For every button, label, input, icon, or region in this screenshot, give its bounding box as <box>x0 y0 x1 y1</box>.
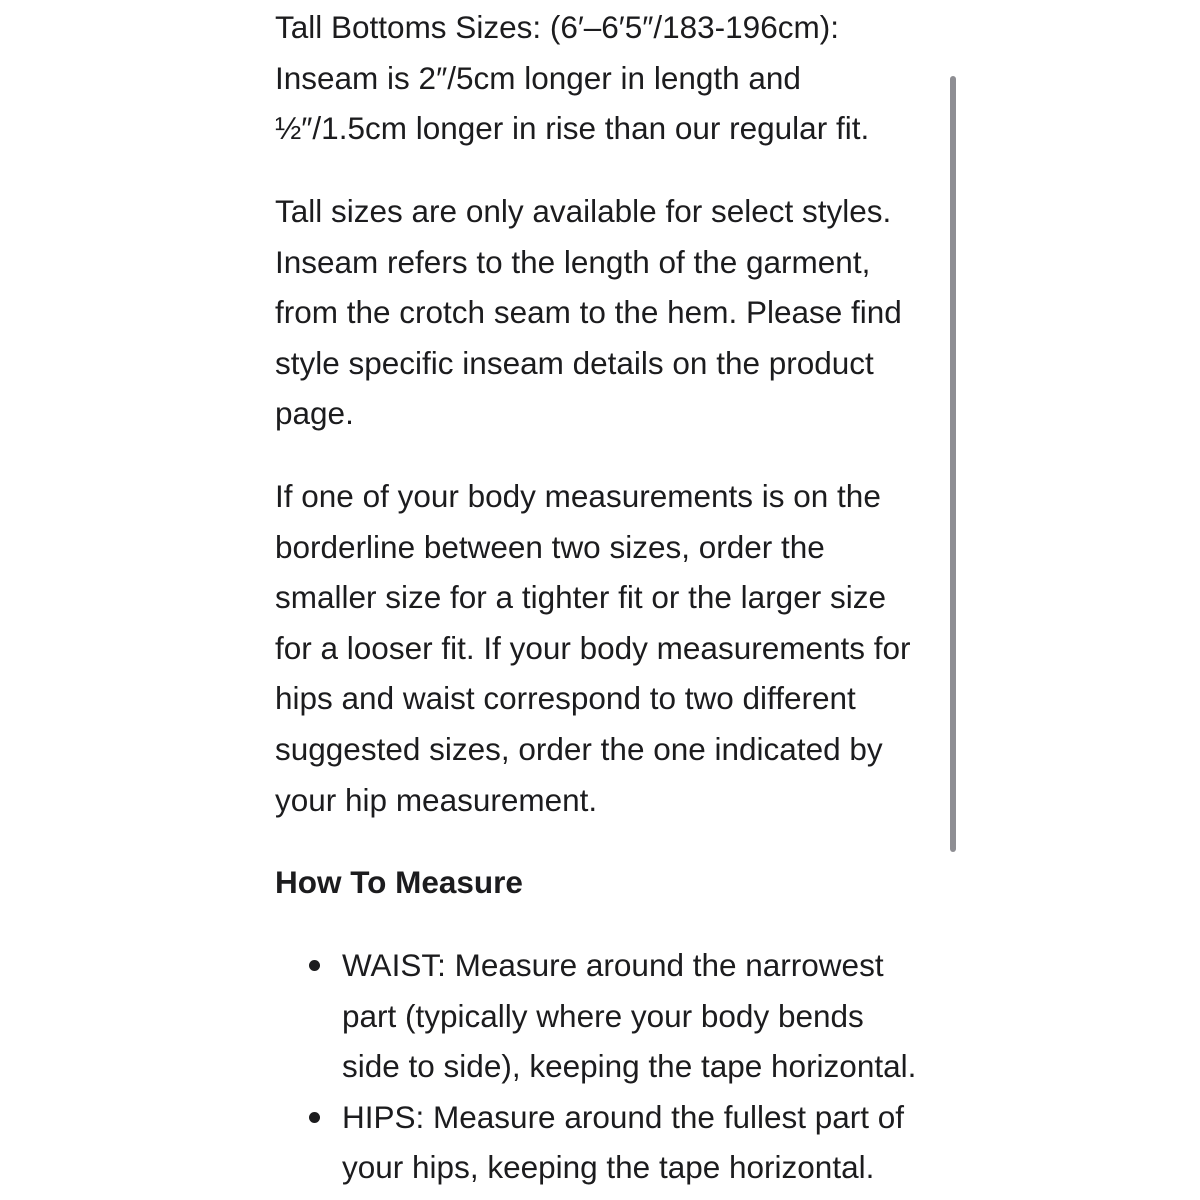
list-item-waist <box>275 940 916 1092</box>
vertical-scrollbar[interactable] <box>950 76 956 852</box>
text-line: suggested sizes, order the one indicated by <box>275 730 883 767</box>
text-line: side to side), keeping the tape horizontal. <box>342 1048 917 1085</box>
text-line: HIPS: Measure around the fullest part of <box>342 1098 905 1135</box>
text-line: Inseam refers to the length of the garment, <box>275 243 871 280</box>
text-line: Tall Bottoms Sizes: (6′–6′5″/183-196cm): <box>275 9 839 45</box>
text-line: borderline between two sizes, order the <box>275 528 825 565</box>
text-line: your hips, keeping the tape horizontal. <box>342 1149 875 1186</box>
text-line: page. <box>275 395 354 432</box>
text-line: hips and waist correspond to two different <box>275 680 856 717</box>
how-to-measure-heading: How To Measure <box>275 864 523 900</box>
text-line: Inseam is 2″/5cm longer in length and <box>275 59 801 96</box>
text-line: Tall sizes are only available for select styles. <box>275 193 892 229</box>
text-line: from the crotch seam to the hem. Please find <box>275 294 902 331</box>
text-line: If one of your body measurements is on the <box>275 478 881 514</box>
borderline-sizes-paragraph <box>275 471 911 825</box>
tall-sizes-paragraph <box>275 186 902 439</box>
text-line: WAIST: Measure around the narrowest <box>342 947 884 983</box>
bullet-icon <box>309 960 320 971</box>
measure-instructions-list <box>275 940 916 1193</box>
text-line: for a looser fit. If your body measurements for <box>275 629 911 666</box>
tall-bottoms-paragraph <box>275 2 869 154</box>
text-line: your hip measurement. <box>275 781 598 818</box>
text-line: smaller size for a tighter fit or the larger size <box>275 579 886 616</box>
list-item-hips <box>275 1092 916 1193</box>
bullet-icon <box>309 1112 320 1123</box>
text-line: ½″/1.5cm longer in rise than our regular fit. <box>275 110 870 147</box>
text-line: style specific inseam details on the product <box>275 344 874 381</box>
text-line: part (typically where your body bends <box>342 997 864 1034</box>
